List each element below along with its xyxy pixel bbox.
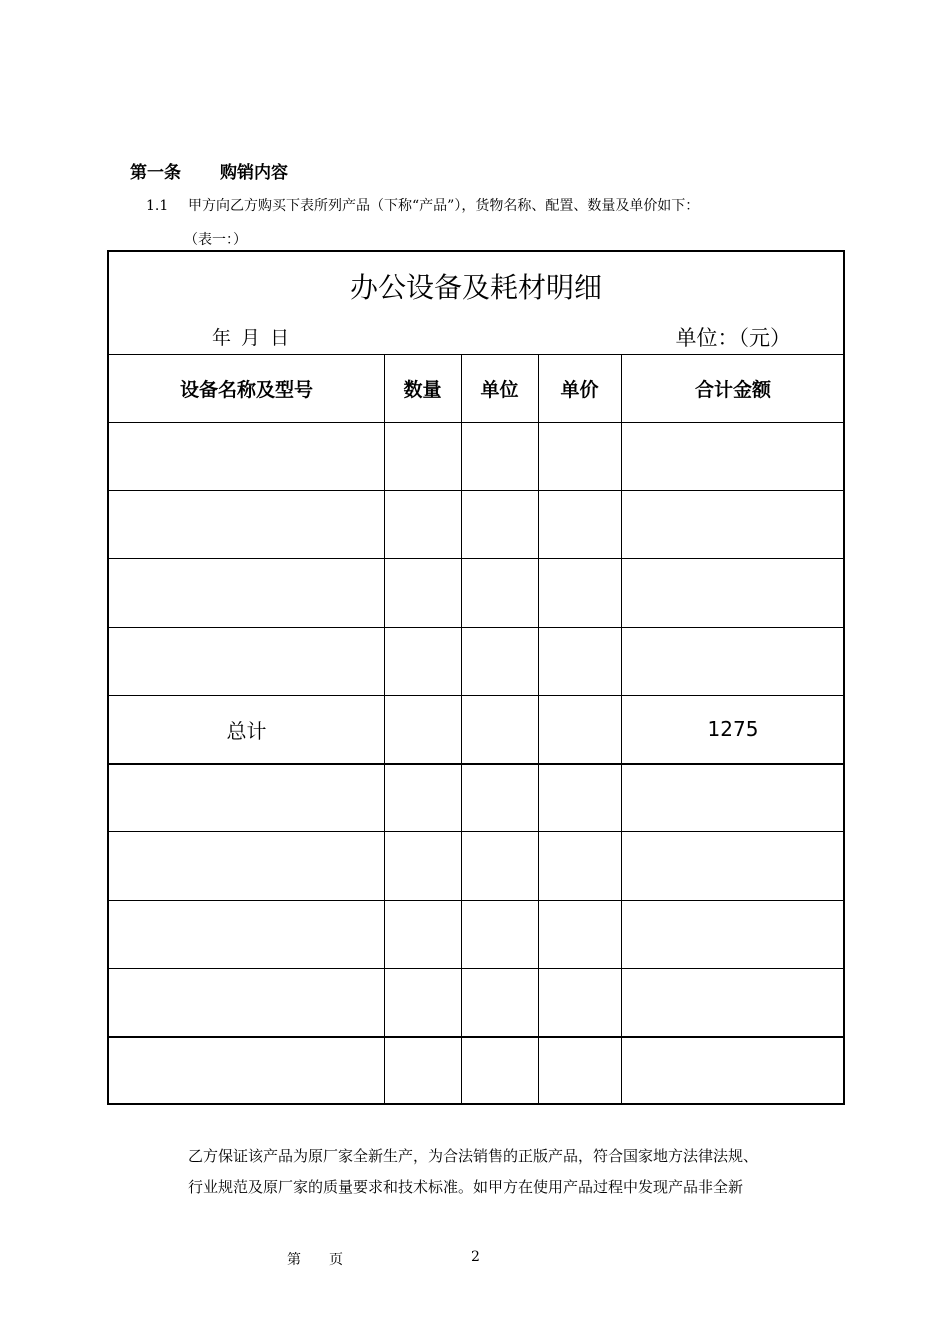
row-divider (109, 831, 843, 832)
table-unit-label: 单位：（元） (675, 326, 791, 350)
table-date-label: 年 月 日 (212, 327, 292, 349)
article-number: 第一条 (130, 163, 181, 183)
row-divider (109, 763, 843, 765)
total-label: 总计 (226, 718, 267, 743)
total-amount: 1275 (707, 717, 759, 741)
table-title: 办公设备及耗材明细 (349, 271, 602, 304)
table-note: （表一：） (184, 232, 247, 248)
header-quantity: 数量 (403, 378, 442, 401)
row-divider (109, 422, 843, 423)
row-divider (109, 627, 843, 628)
clause-1-1 (146, 195, 699, 215)
column-divider (461, 354, 462, 1103)
warranty-paragraph (188, 1141, 828, 1203)
row-divider (109, 558, 843, 559)
footer-label-right: 页 (329, 1252, 343, 1268)
footer-page-label (287, 1249, 343, 1269)
header-unit-price: 单价 (560, 378, 599, 401)
column-divider (538, 354, 539, 1103)
article-title: 购销内容 (220, 163, 288, 183)
column-divider (384, 354, 385, 1103)
clause-text: 甲方向乙方购买下表所列产品（下称“产品”），货物名称、配置、数量及单价如下： (188, 198, 700, 214)
row-divider (109, 900, 843, 901)
clause-number: 1.1 (146, 198, 169, 214)
equipment-detail-table (107, 250, 845, 1105)
header-equipment-name: 设备名称及型号 (179, 378, 313, 401)
page-number: 2 (471, 1249, 480, 1265)
paragraph-line: 乙方保证该产品为原厂家全新生产，为合法销售的正版产品，符合国家地方法律法规、 (188, 1147, 759, 1165)
article-heading (130, 158, 288, 183)
footer-label-left: 第 (287, 1252, 301, 1268)
row-divider (109, 490, 843, 491)
row-divider (109, 1036, 843, 1038)
header-unit: 单位 (480, 378, 519, 401)
paragraph-line: 行业规范及原厂家的质量要求和技术标准。如甲方在使用产品过程中发现产品非全新 (188, 1178, 744, 1196)
header-total-amount: 合计金额 (694, 378, 771, 401)
row-divider (109, 968, 843, 969)
